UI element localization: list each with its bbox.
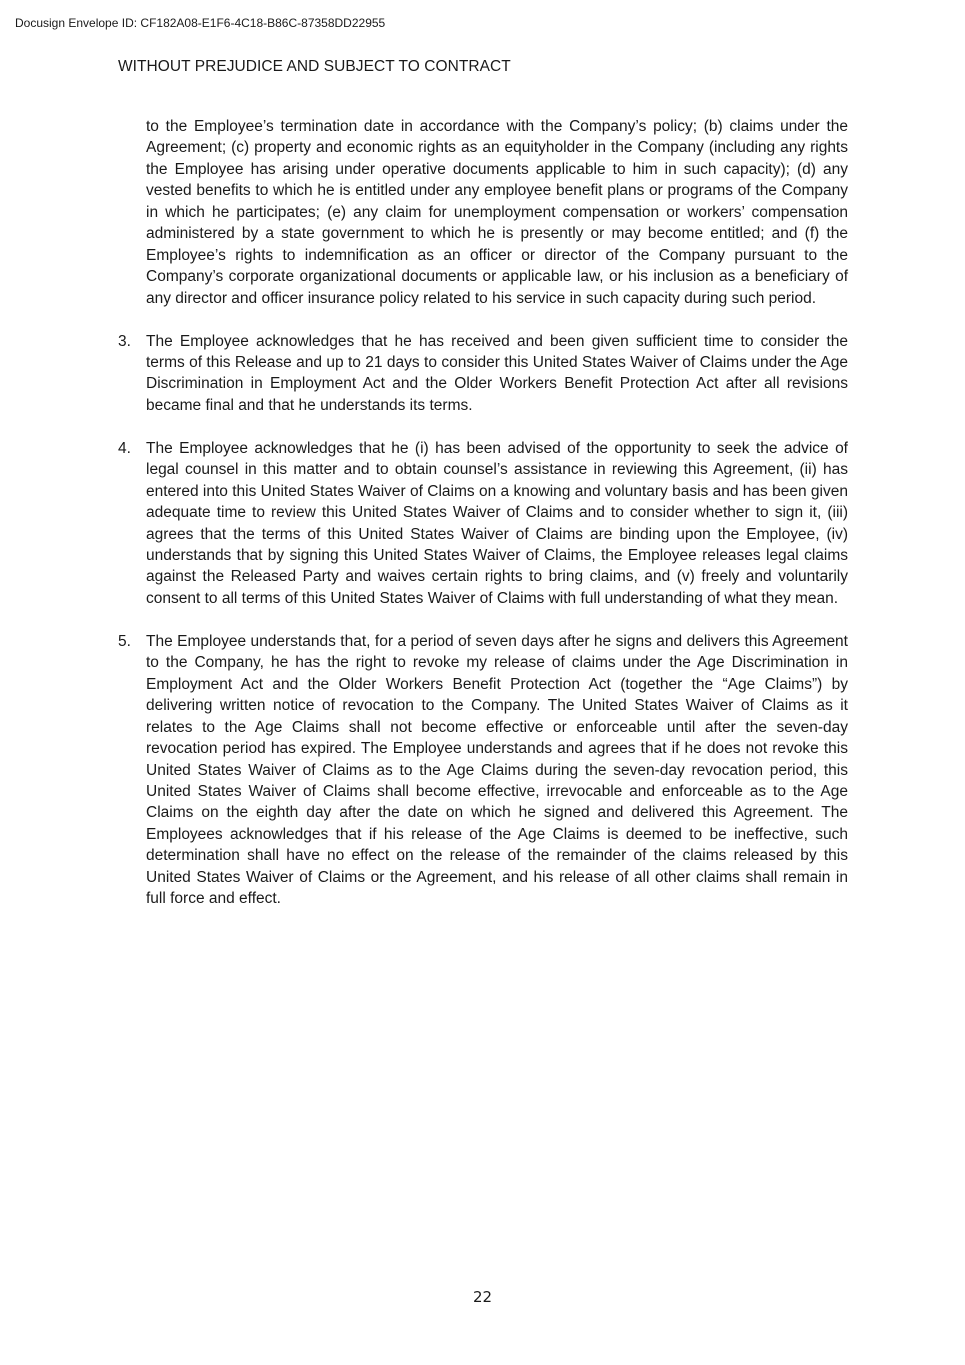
clause-5	[118, 631, 848, 910]
page-number: 22	[472, 1288, 493, 1306]
clause-text: The Employee acknowledges that he has received and been given sufficient time to consider the terms of this Release and up to 21 days to consider this United States Waiver of Claims under the Age Discrimination in Employment Act and the Older Workers Benefit Protection Act after all revisions became final and that he understands its terms.	[146, 332, 848, 414]
continuation-paragraph: to the Employee’s termination date in accordance with the Company’s policy; (b) claims under the Agreement; (c) property and economic rights as an equityholder in the Company (including any rights the Employee has arising under operative documents applicable to him in such capacity); (d) any vested benefits to which he is entitled under any employee benefit plans or programs of the Company in which he participates; (e) any claim for unemployment compensation or workers’ compensation administered by a state government to which he is presently or may become entitled; and (f) the Employee’s rights to indemnification as an officer or director of the Company pursuant to the Company’s corporate organizational documents or applicable law, or his inclusion as a beneficiary of any director and officer insurance policy related to his service in such capacity during such period.	[146, 118, 848, 307]
clause-number: 3.	[118, 332, 131, 350]
clause-text: The Employee understands that, for a period of seven days after he signs and delivers this Agreement to the Company, he has the right to revoke my release of claims under the Age Discrimination in Employment Act and the Older Workers Benefit Protection Act (together the “Age Claims”) by delivering written notice of revocation to the Company. The United States Waiver of Claims as it relates to the Age Claims shall not become effective or enforceable until after the seven-day revocation period has expired. The Employee understands and agrees that if he does not revoke this United States Waiver of Claims as to the Age Claims during the seven-day revocation period, this United States Waiver of Claims shall become effective, irrevocable and enforceable as to the Age Claims on the eighth day after the date on which he signed and delivered this Agreement. The Employees acknowledges that if his release of the Age Claims is deemed to be ineffective, such determination shall have no effect on the release of the remainder of the claims released by this United States Waiver of Claims or the Agreement, and his release of all other claims shall remain in full force and effect.	[146, 632, 848, 908]
clause-number: 4.	[118, 439, 131, 457]
clause-4	[118, 438, 848, 610]
clause-text: The Employee acknowledges that he (i) has been advised of the opportunity to seek the advice of legal counsel in this matter and to obtain counsel’s assistance in reviewing this Agreement, (ii) has entered into this United States Waiver of Claims on a knowing and voluntary basis and has been given adequate time to review this United States Waiver of Claims and to consider whether to sign it, (iii) agrees that the terms of this United States Waiver of Claims are binding upon the Employee, (iv) understands that by signing this United States Waiver of Claims, the Employee releases legal claims against the Released Party and waives certain rights to bring claims, and (v) freely and voluntarily consent to all terms of this United States Waiver of Claims with full understanding of what they mean.	[146, 439, 848, 607]
clause-3	[118, 331, 848, 417]
document-body	[118, 116, 848, 910]
docusign-envelope-id: Docusign Envelope ID: CF182A08-E1F6-4C18-B86C-87358DD22955	[15, 16, 386, 30]
clause-number: 5.	[118, 632, 131, 650]
document-header: WITHOUT PREJUDICE AND SUBJECT TO CONTRACT	[118, 58, 511, 75]
